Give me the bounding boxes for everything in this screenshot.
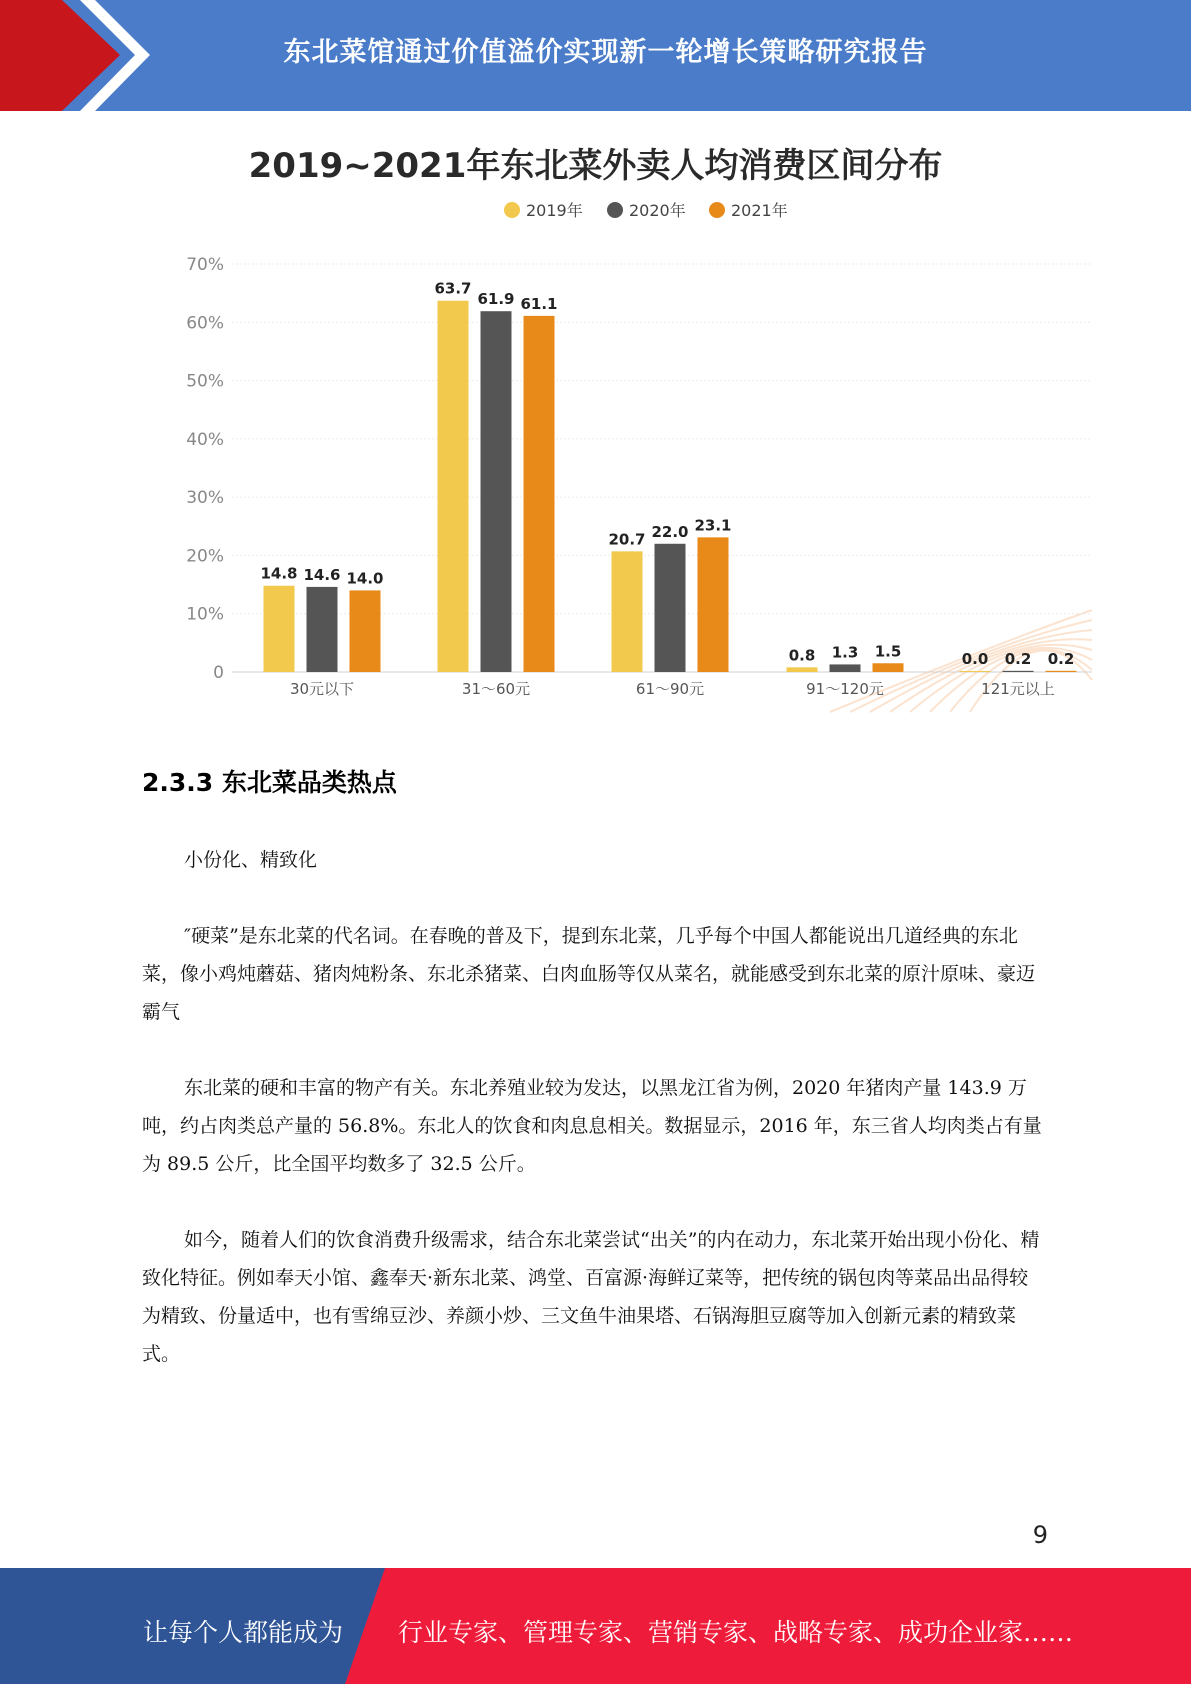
data-label: 23.1 (694, 516, 732, 535)
bar (830, 664, 861, 672)
y-tick-label: 40% (186, 429, 224, 450)
bar (612, 551, 643, 672)
page-header (0, 0, 1191, 111)
data-label: 0.8 (788, 646, 816, 665)
bar (307, 587, 338, 672)
bar (698, 537, 729, 672)
bar (264, 586, 295, 672)
x-tick-label: 61～90元 (635, 680, 705, 698)
bar-chart (0, 180, 1191, 720)
paragraph: 如今，随着人们的饮食消费升级需求，结合东北菜尝试“出关”的内在动力，东北菜开始出现小份化、精致化特征。例如奉天小馆、鑫奉天·新东北菜、鸿堂、百富源·海鲜辽菜等，把传统的锅包肉等菜品出品得较为精致、份量适中，也有雪绵豆沙、养颜小炒、三文鱼牛油果塔、石锅海胆豆腐等加入创新元素的精致菜式。 (142, 1229, 1040, 1365)
data-label: 1.5 (874, 642, 902, 661)
footer-slogan-right: 行业专家、管理专家、营销专家、战略专家、成功企业家…… (398, 1618, 1074, 1647)
y-tick-label: 50% (186, 371, 224, 392)
data-label: 20.7 (608, 530, 646, 549)
section-heading: 2.3.3 东北菜品类热点 (142, 768, 397, 797)
y-tick-label: 0 (213, 663, 224, 683)
legend-label: 2020年 (629, 201, 686, 220)
data-label: 0.2 (1004, 649, 1032, 668)
data-label: 14.6 (303, 565, 341, 584)
bar (350, 590, 381, 672)
page-number: 9 (1032, 1521, 1048, 1549)
legend-marker (607, 202, 623, 218)
x-tick-label: 121元以上 (981, 680, 1055, 698)
bar (438, 301, 469, 672)
footer-slogan-left: 让每个人都能成为 (143, 1618, 344, 1647)
bar (1003, 671, 1034, 672)
legend-marker (504, 202, 520, 218)
data-label: 0.2 (1047, 649, 1075, 668)
bar (524, 316, 555, 672)
y-tick-label: 10% (186, 604, 224, 625)
chart-title: 2019~2021年东北菜外卖人均消费区间分布 (248, 146, 943, 186)
page-footer (0, 1568, 1191, 1684)
bar (655, 544, 686, 672)
bar (960, 671, 991, 672)
data-label: 14.8 (260, 564, 298, 583)
y-tick-label: 20% (186, 546, 224, 567)
legend-marker (709, 202, 725, 218)
x-tick-label: 31～60元 (461, 680, 531, 698)
data-label: 63.7 (434, 279, 472, 298)
x-tick-label: 30元以下 (289, 680, 355, 698)
data-label: 22.0 (651, 522, 689, 541)
data-label: 61.9 (477, 290, 515, 309)
header-title: 东北菜馆通过价值溢价实现新一轮增长策略研究报告 (283, 37, 928, 68)
bar (481, 311, 512, 672)
paragraph: ″硬菜”是东北菜的代名词。在春晚的普及下，提到东北菜，几乎每个中国人都能说出几道经典的东北菜，像小鸡炖蘑菇、猪肉炖粉条、东北杀猪菜、白肉血肠等仅从菜名，就能感受到东北菜的原汁原味、豪迈霸气 (142, 925, 1036, 1023)
legend-label: 2019年 (526, 201, 583, 220)
bar (1046, 671, 1077, 672)
y-tick-label: 30% (186, 488, 224, 509)
data-label: 14.0 (346, 569, 384, 588)
paragraph: 东北菜的硬和丰富的物产有关。东北养殖业较为发达，以黑龙江省为例，2020 年猪肉产量 143.9 万吨，约占肉类总产量的 56.8%。东北人的饮食和肉息息相关。数据显示，2016 年，东三省人均肉类占有量为 89.5 公斤，比全国平均数多了 32.5 公斤。 (142, 1077, 1042, 1175)
paragraph: 小份化、精致化 (184, 849, 318, 871)
bar (787, 667, 818, 672)
y-tick-label: 70% (186, 255, 224, 275)
data-label: 0.0 (961, 650, 989, 668)
legend-label: 2021年 (731, 201, 788, 220)
bar (873, 663, 904, 672)
data-label: 61.1 (520, 294, 558, 313)
x-tick-label: 91～120元 (806, 680, 884, 698)
y-tick-label: 60% (186, 313, 224, 334)
data-label: 1.3 (831, 643, 859, 662)
